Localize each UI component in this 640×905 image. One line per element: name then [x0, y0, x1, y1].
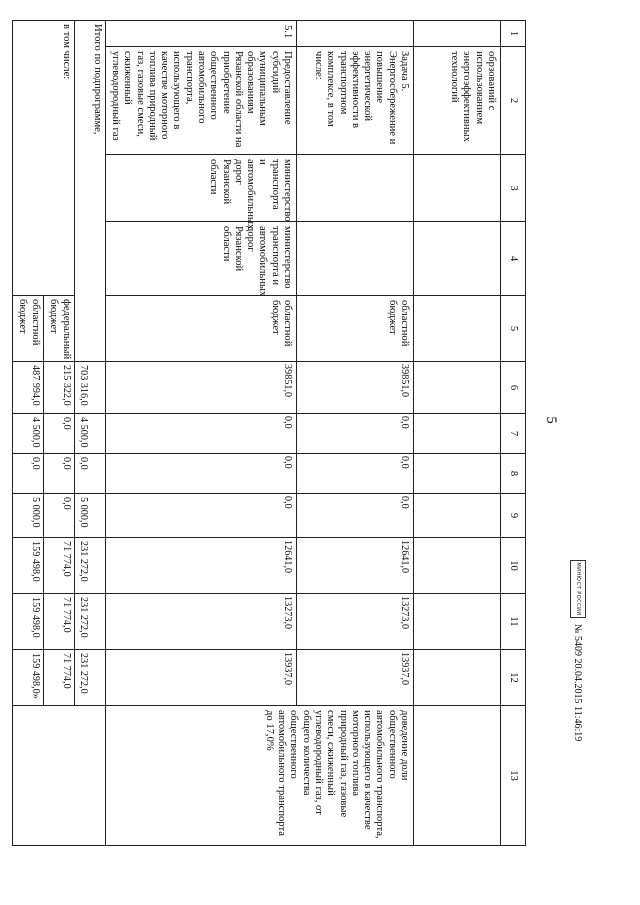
- table-cell: 703 316,0: [74, 362, 105, 414]
- table-cell: 71 774,0: [43, 650, 74, 706]
- total-row: [74, 21, 105, 846]
- program-table: [12, 20, 526, 846]
- table-cell: 0,0: [105, 494, 296, 538]
- table-cell: доведение доли общественного автомобильного транспорта, использующего в качестве моторного топлива природный газ, газовые смеси, сжиженный углеводородный газ, от общего количества общественного автомобильного транспорта до 17,0%: [105, 706, 413, 846]
- table-cell: Задача 5. Энергосбережение и повышение энергетической эффективности в транспортном комплексе, в том числе:: [297, 47, 414, 155]
- header-cell: 1: [501, 21, 526, 47]
- table-cell: 13273,0: [105, 594, 296, 650]
- table-cell: [414, 454, 501, 494]
- table-cell: 71 774,0: [43, 594, 74, 650]
- table-cell: министерство транспорта и автомобильных дорог Рязанской области: [105, 222, 296, 296]
- table-cell: [414, 155, 501, 222]
- registration-stamp: [569, 560, 587, 870]
- table-cell: 231 272,0: [74, 594, 105, 650]
- header-cell: 11: [501, 594, 526, 650]
- table-cell: [414, 594, 501, 650]
- table-cell: 0,0: [297, 494, 414, 538]
- header-cell: 13: [501, 706, 526, 846]
- table-cell: 487 994,0: [12, 362, 43, 414]
- table-cell: 159 498,0: [12, 538, 43, 594]
- table-cell: 12641,0: [297, 538, 414, 594]
- table-cell: [414, 222, 501, 296]
- header-cell: 9: [501, 494, 526, 538]
- table-cell: 0,0: [74, 454, 105, 494]
- registration-text: № 5409 20.04.2015 11:46:19: [572, 624, 584, 742]
- table-row: [297, 21, 414, 846]
- table-cell: 13937,0: [297, 650, 414, 706]
- table-cell: 5 000,0: [12, 494, 43, 538]
- rotated-table-area: [17, 20, 526, 845]
- table-cell: [414, 296, 501, 362]
- table-cell: 231 272,0: [74, 538, 105, 594]
- stamp-content: [569, 560, 587, 870]
- table-cell: 0,0: [43, 414, 74, 454]
- header-cell: 8: [501, 454, 526, 494]
- header-cell: 10: [501, 538, 526, 594]
- table-cell: [414, 650, 501, 706]
- header-cell: 4: [501, 222, 526, 296]
- ministry-logo: МИНЮСТ РОССИИ: [570, 560, 586, 618]
- in-that-label: в том числе:: [12, 21, 74, 296]
- table-row: [414, 21, 501, 846]
- table-cell: 231 272,0: [74, 650, 105, 706]
- table-cell: 4 500,0: [12, 414, 43, 454]
- table-cell: [414, 21, 501, 47]
- table-container: [17, 20, 526, 845]
- table-cell: 0,0: [43, 454, 74, 494]
- header-cell: 7: [501, 414, 526, 454]
- table-cell: 0,0: [297, 454, 414, 494]
- table-cell: 12641,0: [105, 538, 296, 594]
- table-cell: 0,0: [297, 414, 414, 454]
- table-cell: 215 322,0: [43, 362, 74, 414]
- table-cell: 13937,0: [105, 650, 296, 706]
- table-cell: [297, 222, 414, 296]
- table-cell: Предоставление субсидий муниципальным образованиям Рязанской области на приобретение общественного автомобильного транспорта, использующего в качестве моторного топлива природный газ, газовые смеси, сжиженный углеводородный газ: [105, 47, 296, 155]
- table-cell: [12, 706, 105, 846]
- header-row: [501, 21, 526, 846]
- table-cell: [414, 538, 501, 594]
- table-cell: областной бюджет: [297, 296, 414, 362]
- table-cell: [297, 21, 414, 47]
- table-cell: 4 500,0: [74, 414, 105, 454]
- header-cell: 5: [501, 296, 526, 362]
- table-cell: областной бюджет: [12, 296, 43, 362]
- table-cell: обрзований с использованием энергоэффективных технологий: [414, 47, 501, 155]
- table-cell: [414, 706, 501, 846]
- table-cell: 0,0: [43, 494, 74, 538]
- total-label: Итого по подпрограмме,: [74, 21, 105, 362]
- table-cell: [414, 362, 501, 414]
- table-cell: областной бюджет: [105, 296, 296, 362]
- header-cell: 2: [501, 47, 526, 155]
- table-cell: 5.1: [105, 21, 296, 47]
- table-cell: 0,0: [12, 454, 43, 494]
- table-cell: [297, 155, 414, 222]
- table-cell: [414, 494, 501, 538]
- table-cell: 0,0: [105, 454, 296, 494]
- table-cell: 159 498,0»: [12, 650, 43, 706]
- table-cell: 39851,0: [105, 362, 296, 414]
- table-cell: [414, 414, 501, 454]
- table-cell: 0,0: [105, 414, 296, 454]
- header-cell: 12: [501, 650, 526, 706]
- header-cell: 6: [501, 362, 526, 414]
- table-cell: 159 498,0: [12, 594, 43, 650]
- table-cell: 71 774,0: [43, 538, 74, 594]
- table-cell: министерство транспорта и автомобильных дорог Рязанской области: [105, 155, 296, 222]
- page-number: 5: [543, 416, 559, 424]
- table-cell: 13273,0: [297, 594, 414, 650]
- table-cell: федеральный бюджет: [43, 296, 74, 362]
- table-cell: 5 000,0: [74, 494, 105, 538]
- header-cell: 3: [501, 155, 526, 222]
- table-cell: 39851,0: [297, 362, 414, 414]
